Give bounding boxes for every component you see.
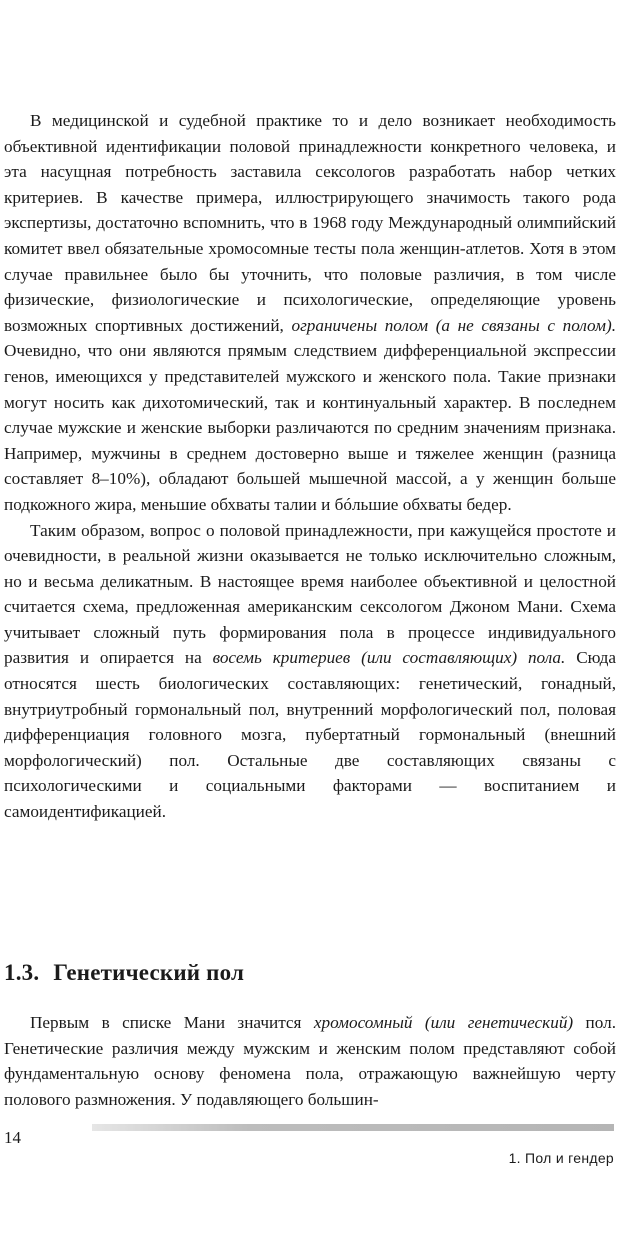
section-paragraph bbox=[4, 1010, 616, 1112]
paragraph-2-part-1: Таким образом, вопрос о половой принадлежности, при кажущейся простоте и очевидности, в реальной жизни оказывается не только исключительно сложным, но и весьма деликатным. В настоящее время наиболее объективной и целостной считается схема, предложенная американским сексологом Джоном Мани. Схема учитывает сложный путь формирования пола в процессе индивидуального развития и опирается на bbox=[4, 520, 616, 668]
paragraph-1-part-3: Очевидно, что они являются прямым следствием дифференциальной экспрессии генов, имеющихся у представителей мужского и женского пола. Такие признаки могут носить как дихотомический, так и континуальный характер. В последнем случае мужские и женские выборки различаются по средним значениям признака. Например, мужчины в среднем достоверно выше и тяжелее женщин (разница составляет 8–10%), обладают большей мышечной массой, а у женщин больше подкожного жира, меньшие обхваты талии и бóльшие обхваты бедер. bbox=[4, 341, 616, 514]
paragraph-2-part-3: Сюда относятся шесть биологических составляющих: генетический, гонадный, внутриутробный гормональный пол, внутренний морфологический пол, половая дифференциация головного мозга, пубертатный гормональный (внешний морфологический) пол. Остальные две составляющих связаны с психологическими и социальными факторами — воспитанием и самоидентификацией. bbox=[4, 648, 617, 822]
section-paragraph-part-3: пол. Генетические различия между мужским и женским полом представляют собой фундаментальную основу феномена пола, отражающую важнейшую черту полового размножения. У подавляющего большин- bbox=[4, 1013, 616, 1109]
footer-rule bbox=[92, 1124, 614, 1131]
section-paragraph-part-1: Первым в списке Мани значится bbox=[30, 1013, 314, 1032]
body-text bbox=[4, 108, 616, 825]
paragraph-1 bbox=[4, 108, 616, 518]
section-heading bbox=[4, 960, 616, 986]
page-number: 14 bbox=[4, 1128, 21, 1147]
running-head: 1. Пол и гендер bbox=[508, 1150, 614, 1166]
section-paragraph-italic: хромосомный (или генетический) bbox=[313, 1013, 574, 1032]
paragraph-1-italic: ограничены полом (а не связаны с полом). bbox=[291, 315, 616, 335]
section-text bbox=[4, 1010, 616, 1112]
paragraph-1-part-1: В медицинской и судебной практике то и дело возникает необходимость объективной идентификации половой принадлежности конкретного человека, и эта насущная потребность заставила сексологов разработать набор четких критериев. В качестве примера, иллюстрирующего значимость такого рода экспертизы, достаточно вспомнить, что в 1968 году Международный олимпийский комитет ввел обязательные хромосомные тесты пола женщин-атлетов. Хотя в этом случае правильнее было бы уточнить, что половые различия, в том числе физические, физиологические и психологические, определяющие уровень возможных спортивных достижений, bbox=[4, 111, 616, 335]
section-number: 1.3. bbox=[4, 960, 40, 985]
section-title: Генетический пол bbox=[53, 960, 245, 985]
paragraph-2-italic: восемь критериев (или составляющих) пола. bbox=[212, 648, 566, 668]
paragraph-2 bbox=[4, 518, 616, 825]
